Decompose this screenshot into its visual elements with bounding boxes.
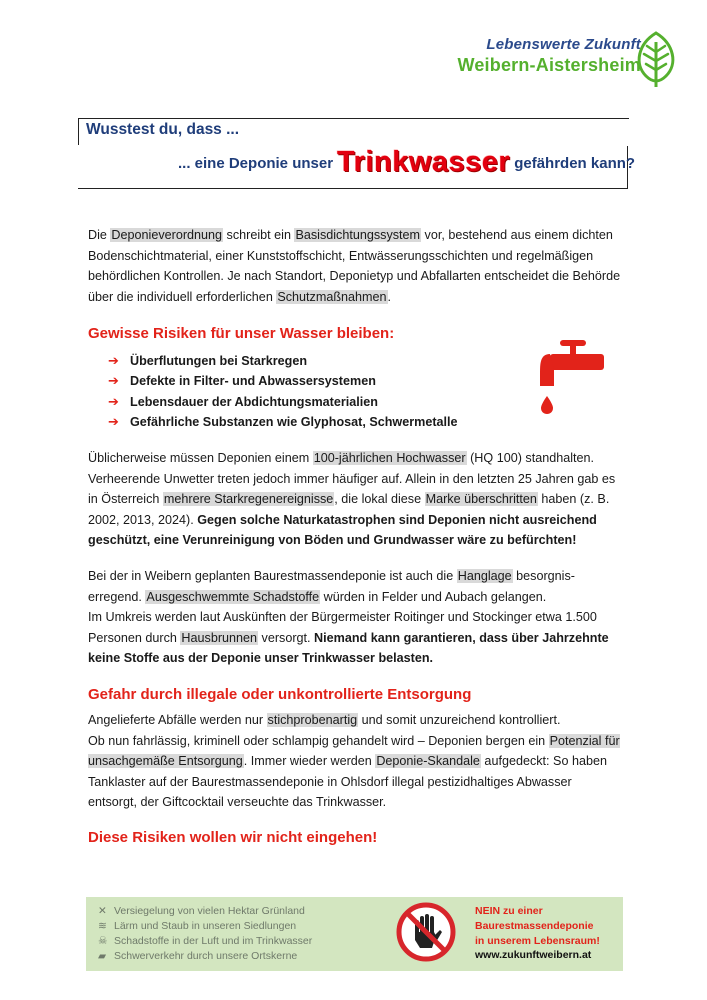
flood-text-1: Üblicherweise müssen Deponien einem xyxy=(88,451,313,465)
heading-sub-post: gefährden kann? xyxy=(514,155,636,172)
flood-bold-text: Gegen solche Naturkatastrophen sind Deponien nicht ausreichend geschützt, eine Verunreinigung von Böden und Grundwasser wäre zu befürchten! xyxy=(88,512,597,548)
heading-subtitle xyxy=(178,146,635,179)
intro-text-3: vor, bestehend aus einem dichten Bodenschichtmaterial, einer Kunststoffschicht, Entwässerungsschichten und regelmäßigen behördlichen Kontrollen. Je nach Standort, Deponietyp und Abfallarten entscheidet die Behörde über die individuell erforderlichen xyxy=(88,228,621,304)
list-item xyxy=(98,904,312,919)
site-highlight-3: Hausbrunnen xyxy=(181,630,258,645)
list-item xyxy=(98,934,312,949)
list-item xyxy=(98,949,312,964)
skull-icon: ☠ xyxy=(98,935,108,947)
site-text-3: würden in Felder und Aubach gelangen. xyxy=(320,589,547,604)
truck-icon: ▰ xyxy=(98,950,107,962)
intro-text-1: Die xyxy=(88,228,111,242)
intro-highlight-1: Deponieverordnung xyxy=(111,228,223,242)
footer-item-text: Lärm und Staub in unseren Siedlungen xyxy=(114,920,297,932)
footer-item-text: Versiegelung von vielen Hektar Grünland xyxy=(114,905,305,917)
heading-trinkwasser: Trinkwasser xyxy=(337,146,511,178)
closing-statement: Diese Risiken wollen wir nicht eingehen! xyxy=(88,829,378,846)
leaf-icon xyxy=(632,30,680,88)
illegal-text-3: Ob nun fahrlässig, kriminell oder schlampig gehandelt wird – Deponien bergen ein xyxy=(88,733,549,748)
site-highlight-1: Hanglage xyxy=(457,569,512,583)
footer-cta-line: Baurestmassendeponie xyxy=(475,920,594,932)
risk-item-text: Überflutungen bei Starkregen xyxy=(130,354,308,368)
arrow-right-icon: ➔ xyxy=(108,353,119,368)
illegal-highlight-3: Deponie-Skandale xyxy=(376,754,480,769)
heading-sub-pre: ... eine Deponie unser xyxy=(178,155,334,172)
footer-item-text: Schwerverkehr durch unsere Ortskerne xyxy=(114,950,298,962)
list-item xyxy=(108,392,488,412)
site-text-5: versorgt. xyxy=(258,630,315,645)
illegal-text-5: aufgedeckt: So haben Tanklaster auf der Baurestmassendeponie in Ohlsdorf illegal pestizidhaltiges Abwasser entsorgt, der Giftcocktail verseuchte das Trinkwasser. xyxy=(88,754,607,810)
logo-line-1: Lebenswerte Zukunft xyxy=(486,36,641,53)
intro-text-4: . xyxy=(387,289,392,304)
illegal-paragraph xyxy=(88,710,623,813)
footer-url-link[interactable]: www.zukunftweibern.at xyxy=(475,949,592,961)
wind-icon: ≋ xyxy=(98,920,107,932)
arrow-right-icon: ➔ xyxy=(108,393,119,409)
illegal-highlight-2: Potenzial für unsachgemäße Entsorgung xyxy=(88,733,620,769)
flood-paragraph xyxy=(88,448,623,551)
flood-highlight-3: Marke überschritten xyxy=(425,492,537,507)
list-item xyxy=(108,371,488,391)
flood-text-3: , die lokal diese xyxy=(334,492,425,507)
flood-text-2: (HQ 100) standhalten. Verheerende Unwetter treten jedoch immer häufiger auf. Allein in den letzten 25 Jahren gab es in Österreich xyxy=(88,451,616,507)
risks-heading: Gewisse Risiken für unser Wasser bleiben: xyxy=(88,325,395,342)
footer-list xyxy=(98,904,312,964)
site-paragraph xyxy=(88,566,623,669)
intro-text-2: schreibt ein xyxy=(223,228,295,242)
arrow-right-icon: ➔ xyxy=(108,373,119,389)
x-icon: ✕ xyxy=(98,905,107,917)
risk-item-text: Gefährliche Substanzen wie Glyphosat, Schwermetalle xyxy=(130,415,458,430)
site-highlight-2: Ausgeschwemmte Schadstoffe xyxy=(146,589,320,604)
illegal-highlight-1: stichprobenartig xyxy=(267,713,358,727)
list-item xyxy=(108,351,488,371)
illegal-heading: Gefahr durch illegale oder unkontrollierte Entsorgung xyxy=(88,686,472,703)
flood-highlight-1: 100-jährlichen Hochwasser xyxy=(313,451,466,465)
illegal-text-2: und somit unzureichend kontrolliert. xyxy=(358,713,561,727)
site-bold-text: Niemand kann garantieren, dass über Jahrzehnte keine Stoffe aus der Deponie unser Trinkwasser belasten. xyxy=(88,630,609,666)
intro-paragraph xyxy=(88,225,623,307)
intro-highlight-2: Basisdichtungssystem xyxy=(295,228,421,242)
illegal-text-4: . Immer wieder werden xyxy=(243,754,376,769)
water-tap-icon xyxy=(538,334,604,424)
list-item xyxy=(108,412,488,432)
illegal-text-1: Angelieferte Abfälle werden nur xyxy=(88,713,267,727)
stop-hand-icon xyxy=(396,902,456,962)
list-item xyxy=(98,919,312,934)
heading-title: Wusstest du, dass ... xyxy=(86,121,240,138)
risk-item-text: Defekte in Filter- und Abwassersystemen xyxy=(130,374,376,389)
arrow-right-icon: ➔ xyxy=(108,414,119,430)
site-text-4: Im Umkreis werden laut Auskünften der Bürgermeister Roitinger und Stockinger etwa 1.500 Personen durch xyxy=(88,610,597,645)
risk-list xyxy=(108,351,488,433)
logo-line-2: Weibern-Aistersheim xyxy=(457,55,641,75)
footer-cta xyxy=(475,904,600,949)
flood-text-4: haben (z. B. 2002, 2013, 2024). xyxy=(88,492,610,527)
intro-highlight-3: Schutzmaßnahmen xyxy=(277,289,387,304)
risk-item-text: Lebensdauer der Abdichtungsmaterialien xyxy=(130,394,378,409)
footer-cta-line: in unserem Lebensraum! xyxy=(475,935,600,947)
site-text-1: Bei der in Weibern geplanten Baurestmassendeponie ist auch die xyxy=(88,569,457,583)
flood-highlight-2: mehrere Starkregenereignisse xyxy=(163,492,334,507)
footer-item-text: Schadstoffe in der Luft und im Trinkwasser xyxy=(114,935,313,947)
site-text-2: besorgnis-erregend. xyxy=(88,569,575,604)
footer-cta-line: NEIN zu einer xyxy=(475,905,543,917)
logo xyxy=(457,36,641,76)
